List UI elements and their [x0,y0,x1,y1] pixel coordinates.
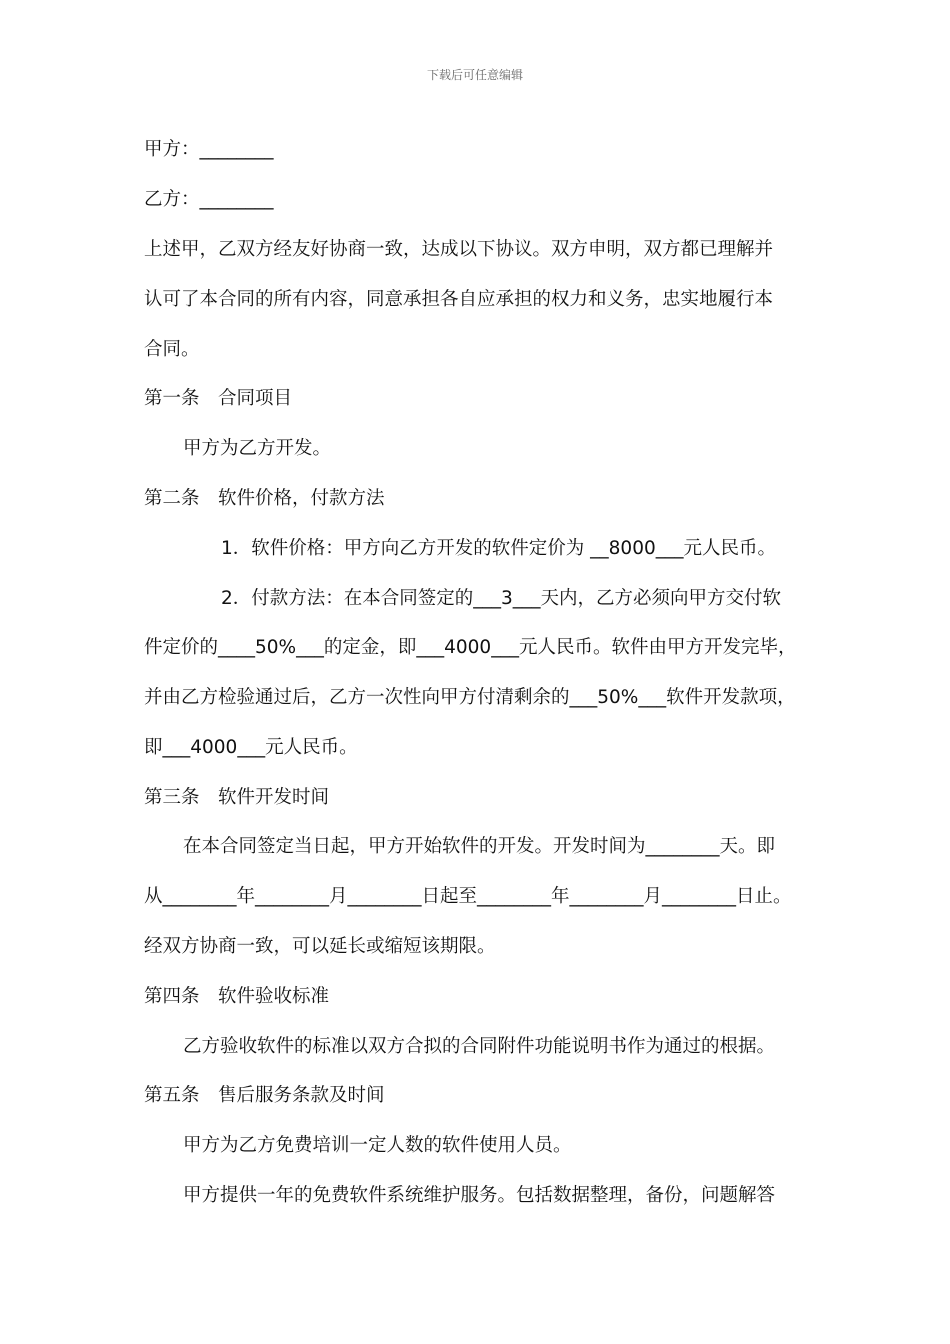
article-4-body: 乙方验收软件的标准以双方合拟的合同附件功能说明书作为通过的根据。 [183,1036,776,1057]
article-2-heading: 第二条 软件价格，付款方法 [144,488,385,509]
article-5-body-line-1: 甲方为乙方免费培训一定人数的软件使用人员。 [183,1135,572,1156]
party-b-line: 乙方：________ [144,189,274,210]
article-2-item-2-line-2: 件定价的____50%___的定金，即___4000___元人民币。软件由甲方开发完毕， [144,637,797,658]
preamble-line-3: 合同。 [144,339,200,360]
page-header: 下载后可任意编辑 [426,68,523,82]
article-3-body-line-1: 在本合同签定当日起，甲方开始软件的开发。开发时间为________天。即 [183,836,776,857]
article-2-item-2-line-4: 即___4000___元人民币。 [144,737,358,758]
article-1-heading: 第一条 合同项目 [144,388,293,409]
article-5-heading: 第五条 售后服务条款及时间 [144,1085,385,1106]
party-a-line: 甲方：________ [144,139,274,160]
preamble-line-1: 上述甲，乙双方经友好协商一致，达成以下协议。双方申明，双方都已理解并 [144,239,774,260]
article-3-body-line-3: 经双方协商一致，可以延长或缩短该期限。 [144,936,496,957]
article-5-body-line-2: 甲方提供一年的免费软件系统维护服务。包括数据整理，备份，问题解答 [183,1185,776,1206]
article-2-item-2-line-3: 并由乙方检验通过后，乙方一次性向甲方付清剩余的___50%___软件开发款项， [144,687,796,708]
article-3-body-line-2: 从________年________月________日起至________年________月________日止。 [144,886,792,907]
article-1-body: 甲方为乙方开发。 [183,438,332,459]
article-2-item-2-line-1: 2．付款方法：在本合同签定的___3___天内，乙方必须向甲方交付软 [221,588,782,609]
preamble-line-2: 认可了本合同的所有内容，同意承担各自应承担的权力和义务，忠实地履行本 [144,289,774,310]
article-4-heading: 第四条 软件验收标准 [144,986,330,1007]
article-2-item-1: 1．软件价格：甲方向乙方开发的软件定价为 __8000___元人民币。 [221,538,776,559]
article-3-heading: 第三条 软件开发时间 [144,787,330,808]
